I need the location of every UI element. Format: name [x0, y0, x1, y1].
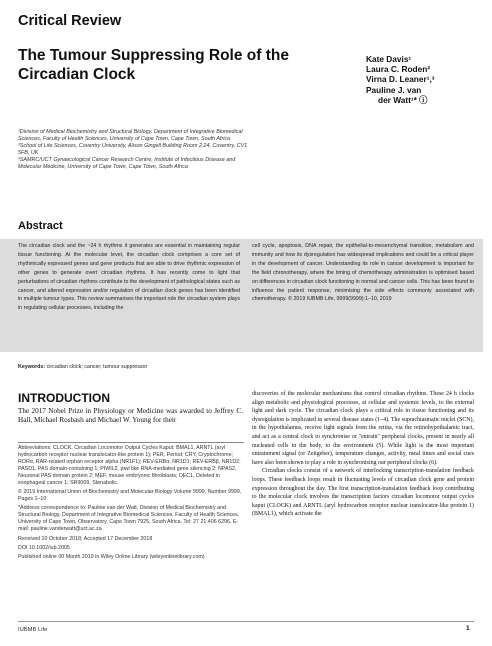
footnotes: [18, 445, 244, 563]
keywords-label: Keywords:: [18, 364, 46, 370]
footnote-correspondence[interactable]: *Address correspondence to: Pauline van der Watt, Division of Medical Biochemistry and Structural Biology, Department of Integrative Biomedical Sciences, Faculty of Health Sciences, University of Cape Town, Observatory, Cape Town 7925, South Africa. Tel: 27 21 406 6296. E-mail: pauline.vanderwatt@uct.ac.za: [18, 505, 240, 533]
affiliations: [18, 129, 248, 171]
footnote-copyright: © 2019 International Union of Biochemistry and Molecular Biology Volume 9999, Number 9999, Pages 1–10: [18, 489, 242, 503]
author-name[interactable]: der Watt¹* ⓘ: [378, 94, 428, 105]
journal-name: IUBMB Life: [18, 627, 48, 633]
page-number: 1: [466, 625, 470, 632]
author-name[interactable]: Laura C. Roden²: [366, 64, 431, 75]
footer-divider: [18, 621, 474, 622]
introduction-heading: INTRODUCTION: [18, 391, 110, 405]
keywords-text: circadian clock; cancer; tumour suppressor: [46, 364, 148, 370]
author-list: [366, 54, 486, 105]
footnote-published[interactable]: Published online 00 Month 2019 in Wiley Online Library (wileyonlinelibrary.com): [18, 553, 205, 560]
body-paragraph: Circadian clocks consist of a network of interlocking transcription-translation feedback loops. These feedback loops result in fluctuating levels of circadian clock gene and protein expression throughout the day. The first transcription-translation feedback loop contributing to the molecular clock involves the transcription factors circadian locomotor output cycles kaput (CLOCK) and ARNTL (aryl hydrocarbon receptor nuclear translocator-like protein 1) (BMAL1), which activate the: [252, 468, 474, 518]
abstract-heading: Abstract: [18, 220, 63, 232]
section-label: Critical Review: [18, 13, 122, 29]
keywords: [18, 364, 147, 370]
body-text-right: [252, 390, 474, 519]
author-name[interactable]: Pauline J. van: [366, 84, 422, 95]
body-paragraph: discoveries of the molecular mechanisms that control circadian rhythms. These 24 h clocks align metabolic and physiological processes, at cellular and systemic levels, to the external light and dark cycle. The circadian clock plays a critical role in tissue functioning and its dysregulation is implicated in several disease states (1–4). The suprachiasmatic nuclei (SCN), in the hypothalamus, receive light signals from the retina, via the retinohypothalamic tract, and act as a central clock to synchronise or "entrain" peripheral clocks, present in nearly all nucleated cells in the body, to the environment (5). While light is the most important entrainment signal (or Zeitgeber), temperature changes, activity, meal times and social cues have also been shown to play a role in synchronising our peripheral clocks (6).: [252, 391, 474, 466]
footnote-received: Received 10 October 2018; Accepted 17 December 2018: [18, 535, 153, 542]
footnote-divider: [18, 442, 244, 443]
author-name[interactable]: Virna D. Leaner¹,³: [366, 74, 435, 85]
footnote-doi[interactable]: DOI 10.1002/iub.2005: [18, 544, 70, 551]
affiliation: ²School of Life Sciences, Coventry University, Alison Gingell Building Room 2.24, Coventry, CV1 5FB, UK: [18, 143, 248, 156]
introduction-text: The 2017 Nobel Prize in Physiology or Medicine was awarded to Jeffrey C. Hall, Michael Rosbash and Michael W. Young for their: [18, 407, 243, 425]
abstract-text-col1: The circadian clock and the ~24 h rhythms it generates are essential in maintaining regular tissue functioning. At the molecular level, the circadian clock comprises a core set of rhythmically expressed genes and gene products that are able to drive rhythmic expression of other genes to generate overt circadian rhythms. It has recently come to light that perturbations of circadian rhythms contribute to the development of pathological states such as cancer, and altered expression and/or regulation of circadian clock genes has been identified in multiple tumour types. This review summarises the important role the circadian system plays in regulating cellular processes, including the: [18, 243, 241, 312]
article-title: The Tumour Suppressing Role of the Circadian Clock: [18, 47, 289, 83]
affiliation: ³SAMRC/UCT Gynaecological Cancer Research Centre, Institute of Infectious Disease and Molecular Medicine, University of Cape Town, Cape Town, South Africa: [18, 157, 236, 170]
footnote-abbreviations: Abbreviations: CLOCK, Circadian Locomotor Output Cycles Kaput; BMAL1, ARNTL (aryl hydrocarbon receptor nuclear translocator-like protein 1); PER, Period; CRY, Cryptochrome; RORα, RAR-related orphan receptor alpha (NR1F1); REV-ERBα, NR1D1; REV-ERBβ, NR1D2; PASD1, PAS domain-containing 1; PIWIL2, piwi like RNA-mediated gene silencing 2; NPAS2, Neuronal PAS domain protein 2; MEF, mouse embryonic fibroblasts; DEC1, Deleted in esophageal cancer 1; SR9009, Stenabolic.: [18, 445, 241, 486]
abstract-text-col2: cell cycle, apoptosis, DNA repair, the epithelial-to-mesenchymal transition, metabolism and immunity and how its dysregulation has widespread implications and could be a critical player in the development of cancer. Understanding its role in cancer development is important for the field chronotherapy, where the timing of chemotherapy administration is optimised based on differences in circadian clock functioning in normal and cancer cells. This has been found to influence the patient response, minimising the side effects commonly associated with chemotherapy. © 2019 IUBMB Life, 9999(9999):1–10, 2019: [252, 243, 474, 303]
author-name[interactable]: Kate Davis¹: [366, 54, 412, 64]
affiliation: ¹Division of Medical Biochemistry and Structural Biology, Department of Integrative Biomedical Sciences, Faculty of Health Sciences, University of Cape Town, Cape Town, South Africa: [18, 129, 243, 142]
